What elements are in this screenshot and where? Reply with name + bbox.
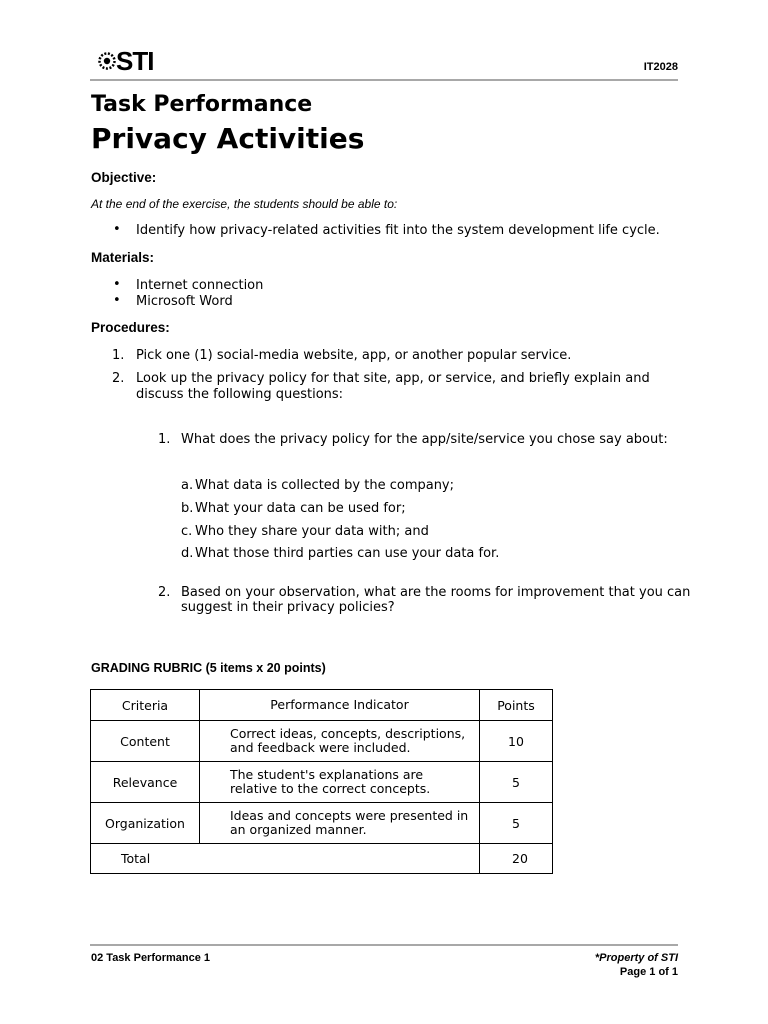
- indicator-line: Ideas and concepts were presented in: [230, 807, 469, 823]
- footer-page-number: Page 1 of 1: [619, 966, 678, 978]
- header-indicator: Performance Indicator: [200, 690, 480, 721]
- bullet-icon: •: [113, 222, 121, 237]
- indicator-line: Correct ideas, concepts, descriptions,: [230, 725, 466, 741]
- subitem-text: What those third parties can use your data for.: [195, 546, 500, 561]
- materials-heading: Materials:: [91, 250, 155, 265]
- rubric-title: GRADING RUBRIC (5 items x 20 points): [91, 661, 326, 675]
- total-points: 20: [480, 844, 553, 874]
- logo-text: STI: [116, 46, 154, 76]
- question-text: What does the privacy policy for the app/site/service you chose say about:: [181, 432, 668, 447]
- subitem-letter: b.: [181, 501, 194, 516]
- table-header-row: [91, 690, 553, 721]
- header-divider: [90, 79, 678, 81]
- criteria-cell: Content: [91, 721, 200, 762]
- subitem-text: What data is collected by the company;: [195, 478, 455, 493]
- indicator-line: an organized manner.: [230, 822, 367, 837]
- header-criteria: Criteria: [91, 690, 200, 721]
- table-row: [91, 762, 553, 803]
- subitem-letter: c.: [181, 524, 193, 539]
- criteria-cell: Organization: [91, 803, 200, 844]
- objective-item: Identify how privacy-related activities fit into the system development life cycle.: [136, 223, 660, 238]
- footer-property: *Property of STI: [594, 952, 678, 964]
- question-number: 1.: [158, 432, 171, 447]
- table-row: [91, 721, 553, 762]
- indicator-cell: [200, 803, 480, 844]
- subitem-text: Who they share your data with; and: [195, 524, 429, 539]
- subitem-letter: d.: [181, 546, 194, 561]
- points-cell: 10: [480, 721, 553, 762]
- total-label: Total: [91, 844, 480, 874]
- materials-item: Microsoft Word: [136, 294, 233, 309]
- points-cell: 5: [480, 762, 553, 803]
- criteria-cell: Relevance: [91, 762, 200, 803]
- step-number: 2.: [112, 371, 125, 386]
- procedures-heading: Procedures:: [91, 320, 170, 335]
- sti-logo: [96, 46, 156, 76]
- points-cell: 5: [480, 803, 553, 844]
- page-kicker: Task Performance: [91, 92, 313, 117]
- procedure-step: Pick one (1) social-media website, app, or another popular service.: [136, 348, 572, 363]
- question-text-line2: suggest in their privacy policies?: [181, 600, 395, 615]
- indicator-cell: [200, 721, 480, 762]
- question-text-line1: Based on your observation, what are the rooms for improvement that you can: [181, 585, 691, 600]
- procedure-step-line2: discuss the following questions:: [136, 387, 344, 402]
- procedure-step-line1: Look up the privacy policy for that site, app, or service, and briefly explain and: [136, 371, 650, 386]
- indicator-line: relative to the correct concepts.: [230, 781, 431, 796]
- materials-item: Internet connection: [136, 278, 264, 293]
- footer-divider: [90, 944, 678, 946]
- step-number: 1.: [112, 348, 125, 363]
- footer-doc-label: 02 Task Performance 1: [91, 952, 211, 964]
- subitem-letter: a.: [181, 478, 194, 493]
- indicator-line: The student's explanations are: [230, 766, 424, 782]
- table-row: [91, 803, 553, 844]
- objective-intro: At the end of the exercise, the students should be able to:: [91, 197, 398, 211]
- header-points: Points: [480, 690, 553, 721]
- indicator-line: and feedback were included.: [230, 740, 411, 755]
- page-title: Privacy Activities: [91, 122, 365, 155]
- course-code: IT2028: [643, 61, 678, 73]
- indicator-cell: [200, 762, 480, 803]
- bullet-icon: •: [113, 293, 121, 308]
- question-number: 2.: [158, 585, 171, 600]
- table-total-row: [91, 844, 553, 874]
- bullet-icon: •: [113, 277, 121, 292]
- grading-rubric-table: [90, 689, 553, 874]
- subitem-text: What your data can be used for;: [195, 501, 406, 516]
- objective-heading: Objective:: [91, 170, 157, 185]
